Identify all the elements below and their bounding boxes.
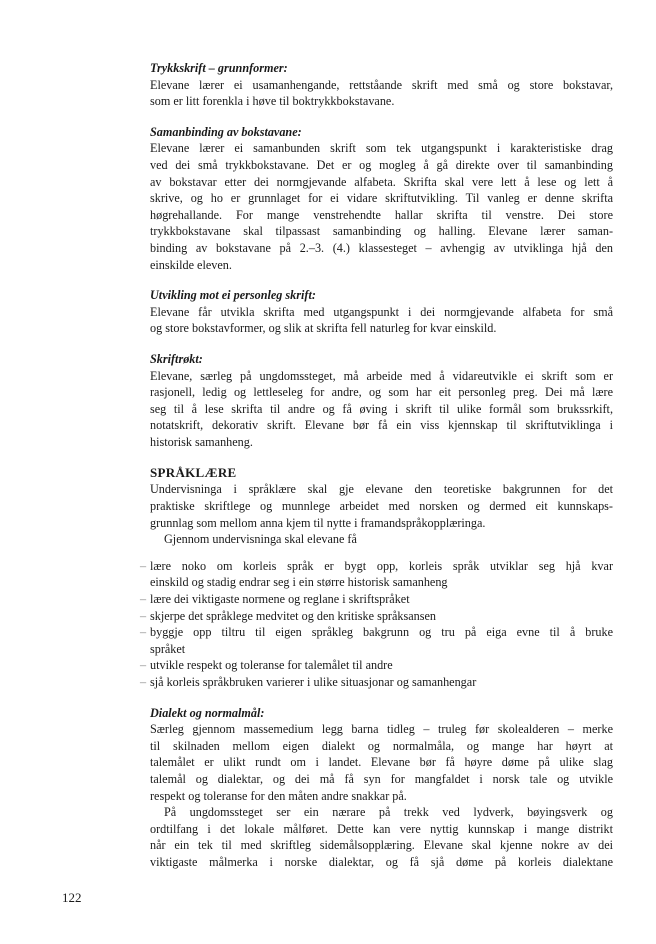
text-line: På ungdomssteget ser ein nærare på trekk ved lydverk, bøyingsverk og — [164, 805, 613, 820]
text-line: talemål og dialektar, og dei må få syn for mangfaldet i norsk tale og utvikle — [150, 771, 613, 786]
section-spraklaere — [140, 464, 613, 690]
list-dash: – — [140, 608, 147, 623]
list-item: – byggje opp tiltru til eigen språkleg bakgrunn og tru på eiga evne til å bruke — [140, 625, 613, 640]
text-line: og store bokstavformer, og slik at skrifta fell naturleg for kvar einskild. — [150, 321, 497, 336]
heading-trykkskrift: Trykkskrift – grunnformer: — [150, 61, 288, 75]
text-line: rasjonell, ledig og lettleseleg for andre, og som har eit personleg preg. Dei må lære — [150, 385, 613, 400]
list-dash: – — [140, 625, 147, 640]
text-line: skrive, og ho er grunnlaget for ei vidare skriftutvikling. Til vanleg er denne skrifta — [150, 191, 613, 206]
text-line: Gjennom undervisninga skal elevane få — [164, 532, 357, 547]
bullet-list — [140, 558, 613, 691]
text-line: Undervisninga i språklære skal gje elevane den teoretiske bakgrunnen for det — [150, 482, 613, 497]
text-line: historisk samanheng. — [150, 434, 253, 449]
text-line: høgrehallande. For mange venstrehendte hallar skrifta til venstre. Dei store — [150, 207, 613, 222]
heading-dialekt: Dialekt og normalmål: — [150, 705, 265, 720]
text-line: når ein tek til med skriftleg sidemålsopplæring. Elevane skal kjenne nokre av dei — [150, 838, 613, 853]
list-dash: – — [140, 675, 147, 689]
section-dialekt — [150, 705, 613, 871]
text-line: til skilnaden mellom eigen dialekt og normalmåla, og mange har høyrt at — [150, 738, 613, 753]
section-skriftrokt — [150, 351, 613, 451]
text-line: Elevane får utvikla skrifta med utgangspunkt i dei normgjevande alfabeta for små — [150, 304, 613, 319]
text-line: viktigaste målmerka i norske dialektar, og få sjå døme på korleis dialektane — [150, 854, 613, 869]
section-samanbinding — [150, 124, 613, 273]
list-item-cont: einskild og stadig endrar seg i ein større historisk samanheng — [150, 575, 448, 590]
page-number: 122 — [62, 890, 82, 905]
list-item-cont: språket — [150, 641, 186, 656]
text-line: som er litt forenkla i høve til boktrykkbokstavane. — [150, 94, 395, 109]
heading-spraklaere: SPRÅKLÆRE — [150, 465, 237, 481]
list-item: – lære dei viktigaste normene og reglane i skriftspråket — [140, 592, 410, 607]
list-item: – sjå korleis språkbruken varierer i ulike situasjonar og samanhengar — [140, 675, 477, 689]
text-line: binding av bokstavane på 2.–3. (4.) klassesteget – avhengig av utviklinga hjå den — [150, 240, 613, 255]
text-line: Elevane, særleg på ungdomssteget, må arbeide med å vidareutvikle ei skrift som er — [150, 368, 613, 383]
text-line: respekt og toleranse for den måten andre snakkar på. — [150, 788, 407, 803]
heading-utvikling: Utvikling mot ei personleg skrift: — [150, 288, 316, 303]
page-body — [140, 60, 613, 885]
text-line: notatskrift, dekorativ skrift. Elevane bør få ein viss kjennskap til skriftutviklinga i — [150, 418, 613, 433]
section-utvikling — [150, 287, 613, 337]
text-line: grunnlag som mellom anna kjem til nytte i framandspråkopplæringa. — [150, 515, 486, 530]
heading-skriftrokt: Skriftrøkt: — [150, 351, 203, 366]
text-line: av bokstavar etter dei normgjevande alfabeta. Skrifta skal vere lett å lese og lett å — [150, 174, 613, 189]
list-dash: – — [140, 658, 147, 673]
text-line: trykkbokstavane skal tilpassast samanbinding og halling. Elevane lærer saman- — [150, 224, 613, 239]
text-line: einskilde eleven. — [150, 257, 232, 272]
text-line: Elevane lærer ei samanbunden skrift som tek utgangspunkt i karakteristiske drag — [150, 141, 613, 156]
list-item: – skjerpe det språklege medvitet og den kritiske språksansen — [140, 608, 436, 623]
list-item: – lære noko om korleis språk er bygt opp, korleis språk utviklar seg hjå kvar — [140, 558, 613, 573]
list-dash: – — [140, 592, 147, 607]
text-line: ordtilfang i det lokale målføret. Dette kan vere nyttig kunnskap i mange distrikt — [150, 821, 613, 836]
text-line: talemålet er ulikt rundt om i landet. Elevane bør få høyre døme på ulike slag — [150, 755, 613, 770]
list-dash: – — [140, 558, 147, 573]
list-item: – utvikle respekt og toleranse for talemålet til andre — [140, 658, 393, 673]
text-line: Elevane lærer ei usamanhengande, rettståande skrift med små og store bokstavar, — [150, 77, 613, 92]
text-line: seg til å lese skrifta til andre og få øving i skrift til ulike formål som brukssrkift, — [150, 401, 613, 416]
text-line: Særleg gjennom massemedium legg barna tidleg – truleg før skolealderen – merke — [150, 722, 613, 737]
text-line: praktiske skriftlege og munnlege arbeidet med norsken og dermed eit kunnskaps- — [150, 499, 613, 514]
text-line: ved dei små trykkbokstavane. Det er og mogleg å gå direkte over til samanbinding — [150, 157, 613, 172]
section-trykkskrift — [150, 60, 613, 110]
heading-samanbinding: Samanbinding av bokstavane: — [150, 124, 302, 139]
